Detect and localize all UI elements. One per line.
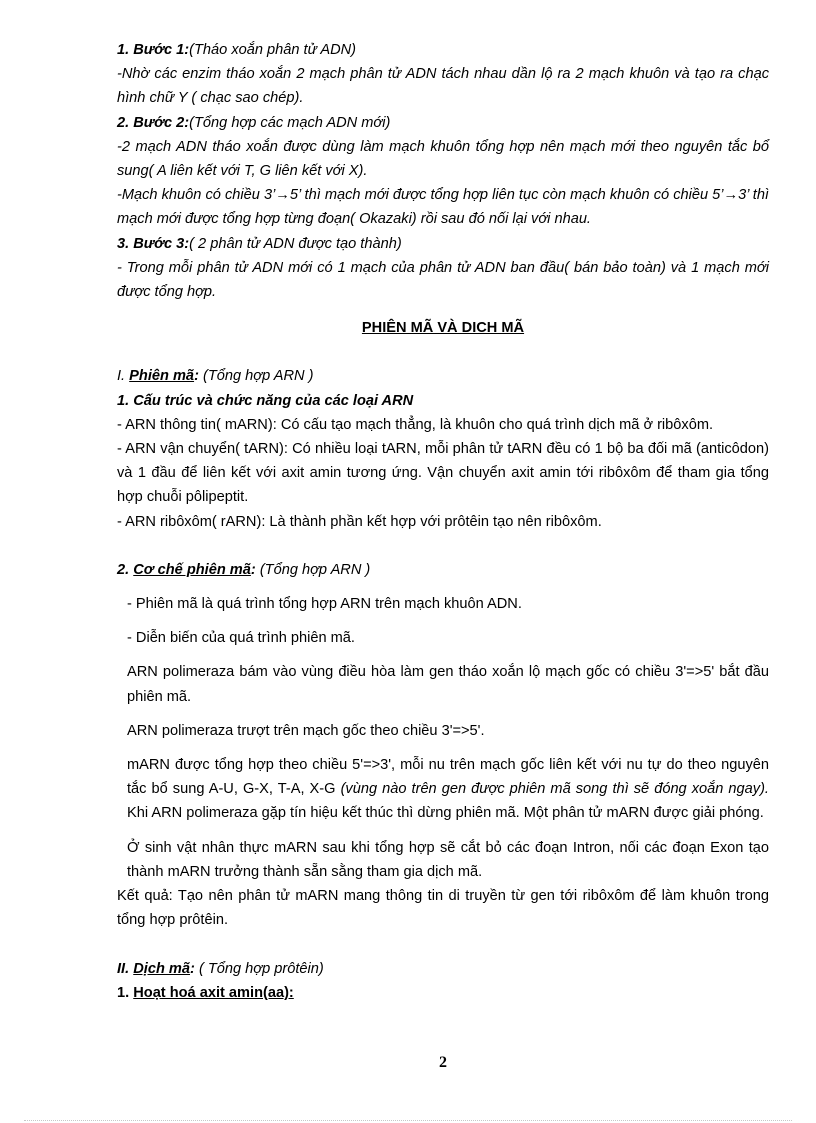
part2-colon: : xyxy=(190,960,195,977)
rrna-text: - ARN ribôxôm( rARN): Là thành phần kết hợp với prôtêin tạo nên ribôxôm. xyxy=(117,513,602,530)
part1-numeral: I. xyxy=(117,368,126,385)
step2-heading: 2. Bước 2: xyxy=(117,114,190,131)
mechanism-text-5 xyxy=(117,753,769,826)
document-page xyxy=(117,38,769,1005)
part2-sub1-title: Hoạt hoá axit amin(aa): xyxy=(133,984,294,1001)
part1-sub1-heading: 1. Cấu trúc và chức năng của các loại ARN xyxy=(117,392,414,409)
trna-text: - ARN vận chuyển( tARN): Có nhiều loại tARN, mỗi phân tử tARN đều có 1 bộ ba đối mã (anticôdon) và 1 đầu để liên kết với axit amin tương ứng. Vận chuyển axit amin tới ribôxôm để tham gia tổng hợp chuỗi pôlipeptit. xyxy=(117,441,769,506)
step2-text-1: -2 mạch ADN tháo xoắn được dùng làm mạch khuôn tổng hợp nên mạch mới theo nguyên tắc bổ sung( A liên kết với T, G liên kết với X). xyxy=(117,138,769,180)
part2-title: Dịch mã xyxy=(133,960,191,977)
section-title: PHIÊN MÃ VÀ DICH MÃ xyxy=(361,320,525,337)
part1-sub2-heading xyxy=(117,558,769,582)
step1-heading: 1. Bước 1: xyxy=(117,42,190,58)
step3-text: - Trong mỗi phân tử ADN mới có 1 mạch của phân tử ADN ban đầu( bán bảo toàn) và 1 mạch mới được tổng hợp. xyxy=(117,259,769,301)
mrna-text: - ARN thông tin( mARN): Có cấu tạo mạch thẳng, là khuôn cho quá trình dịch mã ở ribôxôm. xyxy=(117,416,714,433)
mechanism-text-5c: Khi ARN polimeraza gặp tín hiệu kết thúc thì dừng phiên mã. Một phân tử mARN được giải phóng. xyxy=(127,805,764,822)
part2-numeral: II. xyxy=(117,960,130,977)
mechanism-text-4: ARN polimeraza trượt trên mạch gốc theo chiều 3'=>5'. xyxy=(127,722,485,739)
page-number: 2 xyxy=(439,1054,447,1071)
mechanism-text-5b: (vùng nào trên gen được phiên mã song thì sẽ đóng xoắn ngay). xyxy=(340,781,769,798)
part2-sub1-heading xyxy=(117,981,769,1005)
step1-text: -Nhờ các enzim tháo xoắn 2 mạch phân tử ADN tách nhau dần lộ ra 2 mạch khuôn và tạo ra chạc hình chữ Y ( chạc sao chép). xyxy=(117,66,769,107)
step2-note: (Tổng hợp các mạch ADN mới) xyxy=(189,114,391,131)
mechanism-text-5a: mARN được tổng hợp theo chiều 5'=>3', mỗi nu trên mạch gốc liên kết với nu tự do theo nguyên tắc bổ sung A-U, G-X, T-A, X-G xyxy=(127,757,769,798)
mechanism-text-3: ARN polimeraza bám vào vùng điều hòa làm gen tháo xoắn lộ mạch gốc có chiều 3'=>5' bắt đầu phiên mã. xyxy=(127,664,769,705)
mechanism-text-2: - Diễn biến của quá trình phiên mã. xyxy=(127,630,355,647)
part1-note: (Tổng hợp ARN ) xyxy=(198,368,314,385)
part2-heading xyxy=(117,957,769,981)
part1-colon: : xyxy=(194,368,199,385)
part1-sub2-title: Cơ chế phiên mã xyxy=(133,561,251,578)
step3-heading: 3. Bước 3: xyxy=(117,235,190,252)
part1-sub2-num: 2. xyxy=(117,561,130,578)
footer-divider xyxy=(24,1120,792,1121)
part1-sub2-colon: : xyxy=(250,561,256,578)
part1-sub2-note: (Tổng hợp ARN ) xyxy=(255,561,371,578)
step1-note: (Tháo xoắn phân tử ADN) xyxy=(189,42,357,58)
step3-note: ( 2 phân tử ADN được tạo thành) xyxy=(189,235,402,252)
part2-sub1-num: 1. xyxy=(117,984,130,1001)
part1-heading xyxy=(117,364,769,388)
step3-heading-line xyxy=(117,232,769,256)
mechanism-text-6: Ở sinh vật nhân thực mARN sau khi tổng hợp sẽ cắt bỏ các đoạn Intron, nối các đoạn Exon tạo thành mARN trưởng thành sẵn sằng tham gia dịch mã. xyxy=(127,839,769,880)
part2-note: ( Tổng hợp prôtêin) xyxy=(194,960,324,977)
step2-text-2: -Mạch khuôn có chiều 3’→5’ thì mạch mới được tổng hợp liên tục còn mạch khuôn có chiều 5’→3’ thì mạch mới được tổng hợp từng đoạn( Okazaki) rồi sau đó nối lại với nhau. xyxy=(117,187,769,228)
result-text: Kết quả: Tạo nên phân tử mARN mang thông tin di truyền từ gen tới ribôxôm để làm khuôn trong tổng hợp prôtêin. xyxy=(117,888,769,929)
mechanism-text-1: - Phiên mã là quá trình tổng hợp ARN trên mạch khuôn ADN. xyxy=(127,596,522,613)
part1-title: Phiên mã xyxy=(129,368,195,385)
step2-heading-line xyxy=(117,111,769,135)
step1-heading-line xyxy=(117,38,769,62)
